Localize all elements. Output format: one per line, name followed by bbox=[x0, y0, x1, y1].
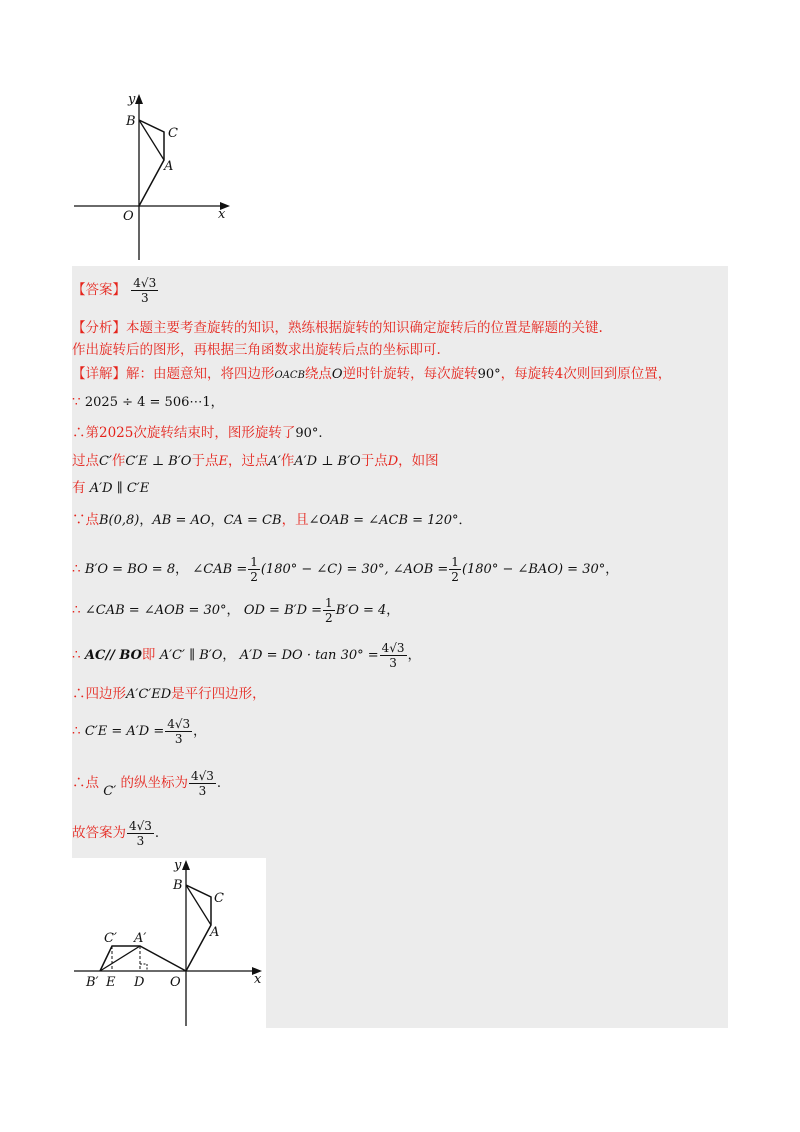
label-b: B bbox=[126, 114, 136, 129]
detail-line-7: ∴ B′O = BO = 8， ∠CAB = $\frac{1}{2}$ (180° − ∠C) = 30°, ∠AOB = $\frac{1}{2}$ (180° − ∠BAO) = 30°， bbox=[72, 555, 619, 584]
label-a: A bbox=[210, 925, 220, 940]
analysis-line-2 bbox=[72, 340, 441, 360]
detail-line-10: ∴四边形A′C′ED是平行四边形， bbox=[72, 686, 266, 702]
detail-line-1: 【详解】解：由题意知，将四边形OACB绕点O逆时针旋转，每次旋转90°，每旋转4次则回到原位置， bbox=[72, 366, 672, 382]
detail-line-9: ∴ AC// BO即 A′C′ ∥ B′O， A′D = DO · tan 30° = $\frac{4√3}{3}$ ， bbox=[72, 641, 421, 670]
label-b: B bbox=[173, 878, 183, 893]
detail-line-2: ∵ 2025 ÷ 4 = 506⋯1， bbox=[72, 394, 224, 410]
detail-line-8: ∴ ∠CAB = ∠AOB = 30°， OD = B′D = $\frac{1}{2}$ B′O = 4， bbox=[72, 596, 400, 625]
rotated-quadrilateral bbox=[100, 946, 186, 971]
detail-line-3: ∴第2025次旋转结束时，图形旋转了90°. bbox=[72, 425, 323, 441]
label-o: O bbox=[170, 975, 181, 990]
analysis-line-1 bbox=[72, 318, 603, 338]
original-figure bbox=[70, 88, 240, 263]
answer-line bbox=[72, 276, 159, 305]
label-a: A bbox=[164, 159, 174, 174]
label-o: O bbox=[123, 209, 134, 224]
answer-tag: 【答案】 bbox=[72, 282, 126, 298]
label-y: y bbox=[128, 92, 136, 107]
solution-panel bbox=[72, 266, 728, 1028]
detail-line-12: ∴点 C′ 的纵坐标为 $\frac{4√3}{3}$ . bbox=[72, 769, 222, 799]
analysis-text-2: 作出旋转后的图形，再根据三角函数求出旋转后点的坐标即可. bbox=[72, 342, 441, 358]
detail-line-4: 过点C′作C′E ⊥ B′O于点E，过点A′作A′D ⊥ B′O于点D，如图 bbox=[72, 453, 439, 469]
label-a-prime: A′ bbox=[134, 931, 147, 946]
label-e: E bbox=[106, 975, 116, 990]
detail-line-11: ∴ C′E = A′D = $\frac{4√3}{3}$ ， bbox=[72, 717, 207, 746]
detail-line-5: 有 A′D ∥ C′E bbox=[72, 480, 150, 496]
label-c: C bbox=[168, 126, 178, 141]
rotated-figure bbox=[72, 858, 266, 1028]
right-angle-mark bbox=[140, 964, 147, 971]
y-axis-arrow bbox=[182, 860, 190, 870]
rotated-figure-box bbox=[72, 858, 266, 1028]
label-d: D bbox=[134, 975, 145, 990]
detail-line-6: ∵点B(0,8)，AB = AO，CA = CB，且∠OAB = ∠ACB = 120°． bbox=[72, 512, 472, 528]
answer-fraction: $\frac{4√3}{3}$ bbox=[133, 276, 157, 305]
analysis-tag: 【分析】 bbox=[72, 320, 126, 336]
label-b-prime: B′ bbox=[86, 975, 99, 990]
label-x: x bbox=[218, 207, 226, 222]
label-c-prime: C′ bbox=[104, 931, 117, 946]
quadrilateral-oacb bbox=[139, 120, 164, 206]
detail-tag: 【详解】 bbox=[72, 366, 126, 382]
analysis-text-1: 本题主要考查旋转的知识，熟练根据旋转的知识确定旋转后的位置是解题的关键. bbox=[126, 320, 603, 336]
y-axis-arrow bbox=[135, 94, 143, 104]
label-c: C bbox=[214, 891, 224, 906]
label-y: y bbox=[174, 858, 182, 873]
quadrilateral-oacb bbox=[186, 885, 211, 971]
detail-line-13: 故答案为 $\frac{4√3}{3}$ . bbox=[72, 819, 160, 848]
label-x: x bbox=[254, 972, 262, 987]
